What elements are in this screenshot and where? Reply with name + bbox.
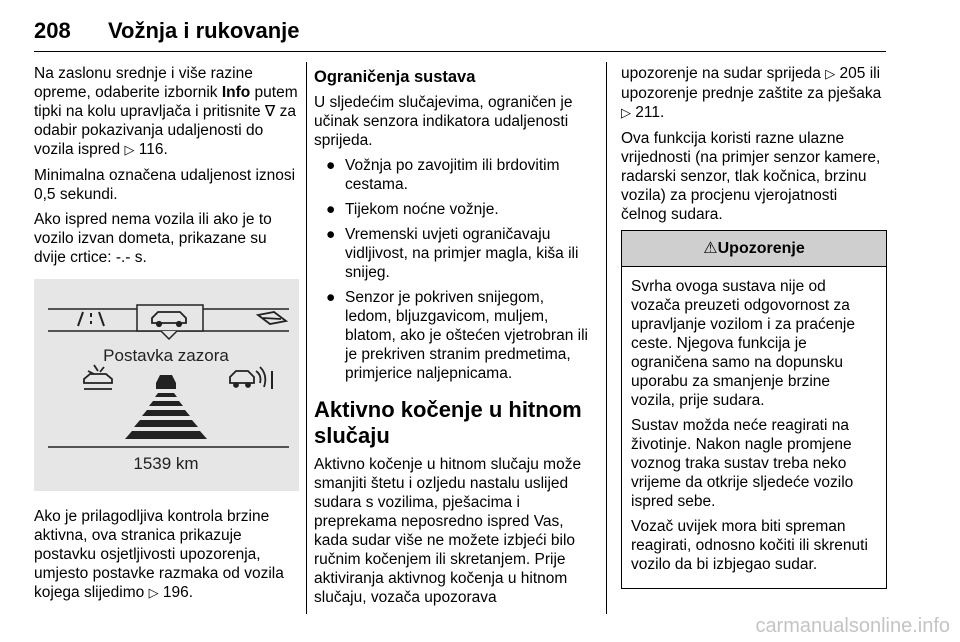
column-right xyxy=(621,64,887,589)
section-heading: Ograničenja sustava xyxy=(314,68,476,86)
top-tab-bar xyxy=(48,305,289,339)
odometer-readout: 1539 km xyxy=(133,454,199,473)
road-icon xyxy=(78,312,104,326)
warning-body xyxy=(622,267,886,588)
page-ref-icon: ▷ xyxy=(621,106,631,121)
page-header xyxy=(34,18,886,52)
sensor-sensitivity-icon xyxy=(84,365,112,389)
watermark: carmanualsonline.info xyxy=(755,615,950,637)
page-ref-icon: ▷ xyxy=(148,586,159,601)
warning-box xyxy=(621,230,887,589)
distance-bars xyxy=(125,393,207,439)
paragraph: Aktivno kočenje u hitnom slučaju može smanjiti štetu i ozljedu nastalu uslijed sudara s vozilima, pješacima i preprekama neposredno ispred Vas, kada sudar više ne možete izbjeći bilo ručnim kočenjem ili skretanjem. Prije aktiviranja aktivnog kočenja u hitnom slučaju, vozača upozorava xyxy=(314,456,582,606)
list-item: ● Vremenski uvjeti ograničavaju vidljivost, na primjer magla, kiša ili snijeg. xyxy=(326,226,579,281)
page-ref-icon: ▷ xyxy=(825,67,836,82)
page-ref[interactable]: 205 ili upozorenje prednje zaštite za pješaka xyxy=(621,65,882,102)
display-illustration xyxy=(34,279,299,491)
column-divider xyxy=(606,62,607,614)
list-item: ● Tijekom noćne vožnje. xyxy=(326,201,499,218)
warning-triangle-icon: ⚠ xyxy=(703,240,718,257)
gap-setting-display-figure xyxy=(34,279,299,491)
page-ref[interactable]: 116. xyxy=(134,141,168,158)
bullet-list xyxy=(314,156,592,383)
column-divider xyxy=(306,62,307,614)
menu-info-label: Info xyxy=(221,84,251,101)
column-left xyxy=(34,64,299,609)
list-item: ● Vožnja po zavojitim ili brdovitim cestama. xyxy=(326,157,560,193)
bullet-icon: ● xyxy=(326,157,336,174)
list-item: ● Senzor je pokriven snijegom, ledom, bljuzgavicom, muljem, blatom, ako je oštećen vjetrobran ili je prekriven stranim predmetima, primjerice naljepnicama. xyxy=(326,289,588,382)
lead-vehicle-icon xyxy=(156,375,176,389)
paragraph: Ako ispred nema vozila ili ako je to vozilo izvan dometa, prikazane su dvije crtice: -.- s. xyxy=(34,211,272,266)
display-label: Postavka zazora xyxy=(103,346,229,365)
fuel-tab-icon xyxy=(258,312,286,324)
collision-alert-icon xyxy=(230,367,265,387)
page-ref[interactable]: 196. xyxy=(158,584,194,601)
paragraph: U sljedećim slučajevima, ograničen je učinak senzora indikatora udaljenosti sprijeda. xyxy=(314,94,573,149)
paragraph: Vozač uvijek mora biti spreman reagirati, odnosno kočiti ili skrenuti vozilo da bi izbjegao sudar. xyxy=(631,518,868,573)
paragraph: Sustav možda neće reagirati na životinje. Nakon nagle promjene voznog traka sustav treba neko vrijeme da otkrije sljedeće vozilo ispred sebe. xyxy=(631,417,854,510)
bullet-icon: ● xyxy=(326,226,336,243)
section-heading-large: Aktivno kočenje u hitnom slučaju xyxy=(314,397,582,448)
bullet-icon: ● xyxy=(326,289,336,306)
page-number: 208 xyxy=(34,18,71,43)
paragraph: upozorenje na sudar sprijeda ▷ 205 ili upozorenje prednje zaštite za pješaka ▷ 211. xyxy=(621,65,882,121)
bullet-icon: ● xyxy=(326,201,336,218)
paragraph: Na zaslonu srednje i više razine opreme, odaberite izbornik Info putem tipki na kolu upravljača i pritisnite ∇ za odabir pokazivanja udaljenosti do vozila ispred ▷ 116. xyxy=(34,65,298,158)
paragraph: Minimalna označena udaljenost iznosi 0,5 sekundi. xyxy=(34,167,296,203)
warning-header xyxy=(622,231,886,267)
paragraph: Ako je prilagodljiva kontrola brzine aktivna, ova stranica prikazuje postavku osjetljivosti upozorenja, umjesto postavke razmaka od vozila kojega slijedimo ▷ 196. xyxy=(34,508,284,601)
paragraph: Svrha ovoga sustava nije od vozača preuzeti odgovornost za upravljanje vozilom i za praćenje ceste. Njegova funkcija je ograničena samo na dopunsku uporabu za smanjenje brzine vozila, prije sudara. xyxy=(631,278,856,409)
page-ref[interactable]: 211. xyxy=(631,104,665,121)
paragraph: Ova funkcija koristi razne ulazne vrijednosti (na primjer senzor kamere, radarski senzor, tlak kočnica, brzinu vozila) za procjenu vjerojatnosti čelnog sudara. xyxy=(621,130,881,223)
page-ref-icon: ▷ xyxy=(124,143,135,158)
page-title: Vožnja i rukovanje xyxy=(108,18,300,43)
warning-title: Upozorenje xyxy=(717,240,805,257)
column-middle xyxy=(314,64,592,613)
